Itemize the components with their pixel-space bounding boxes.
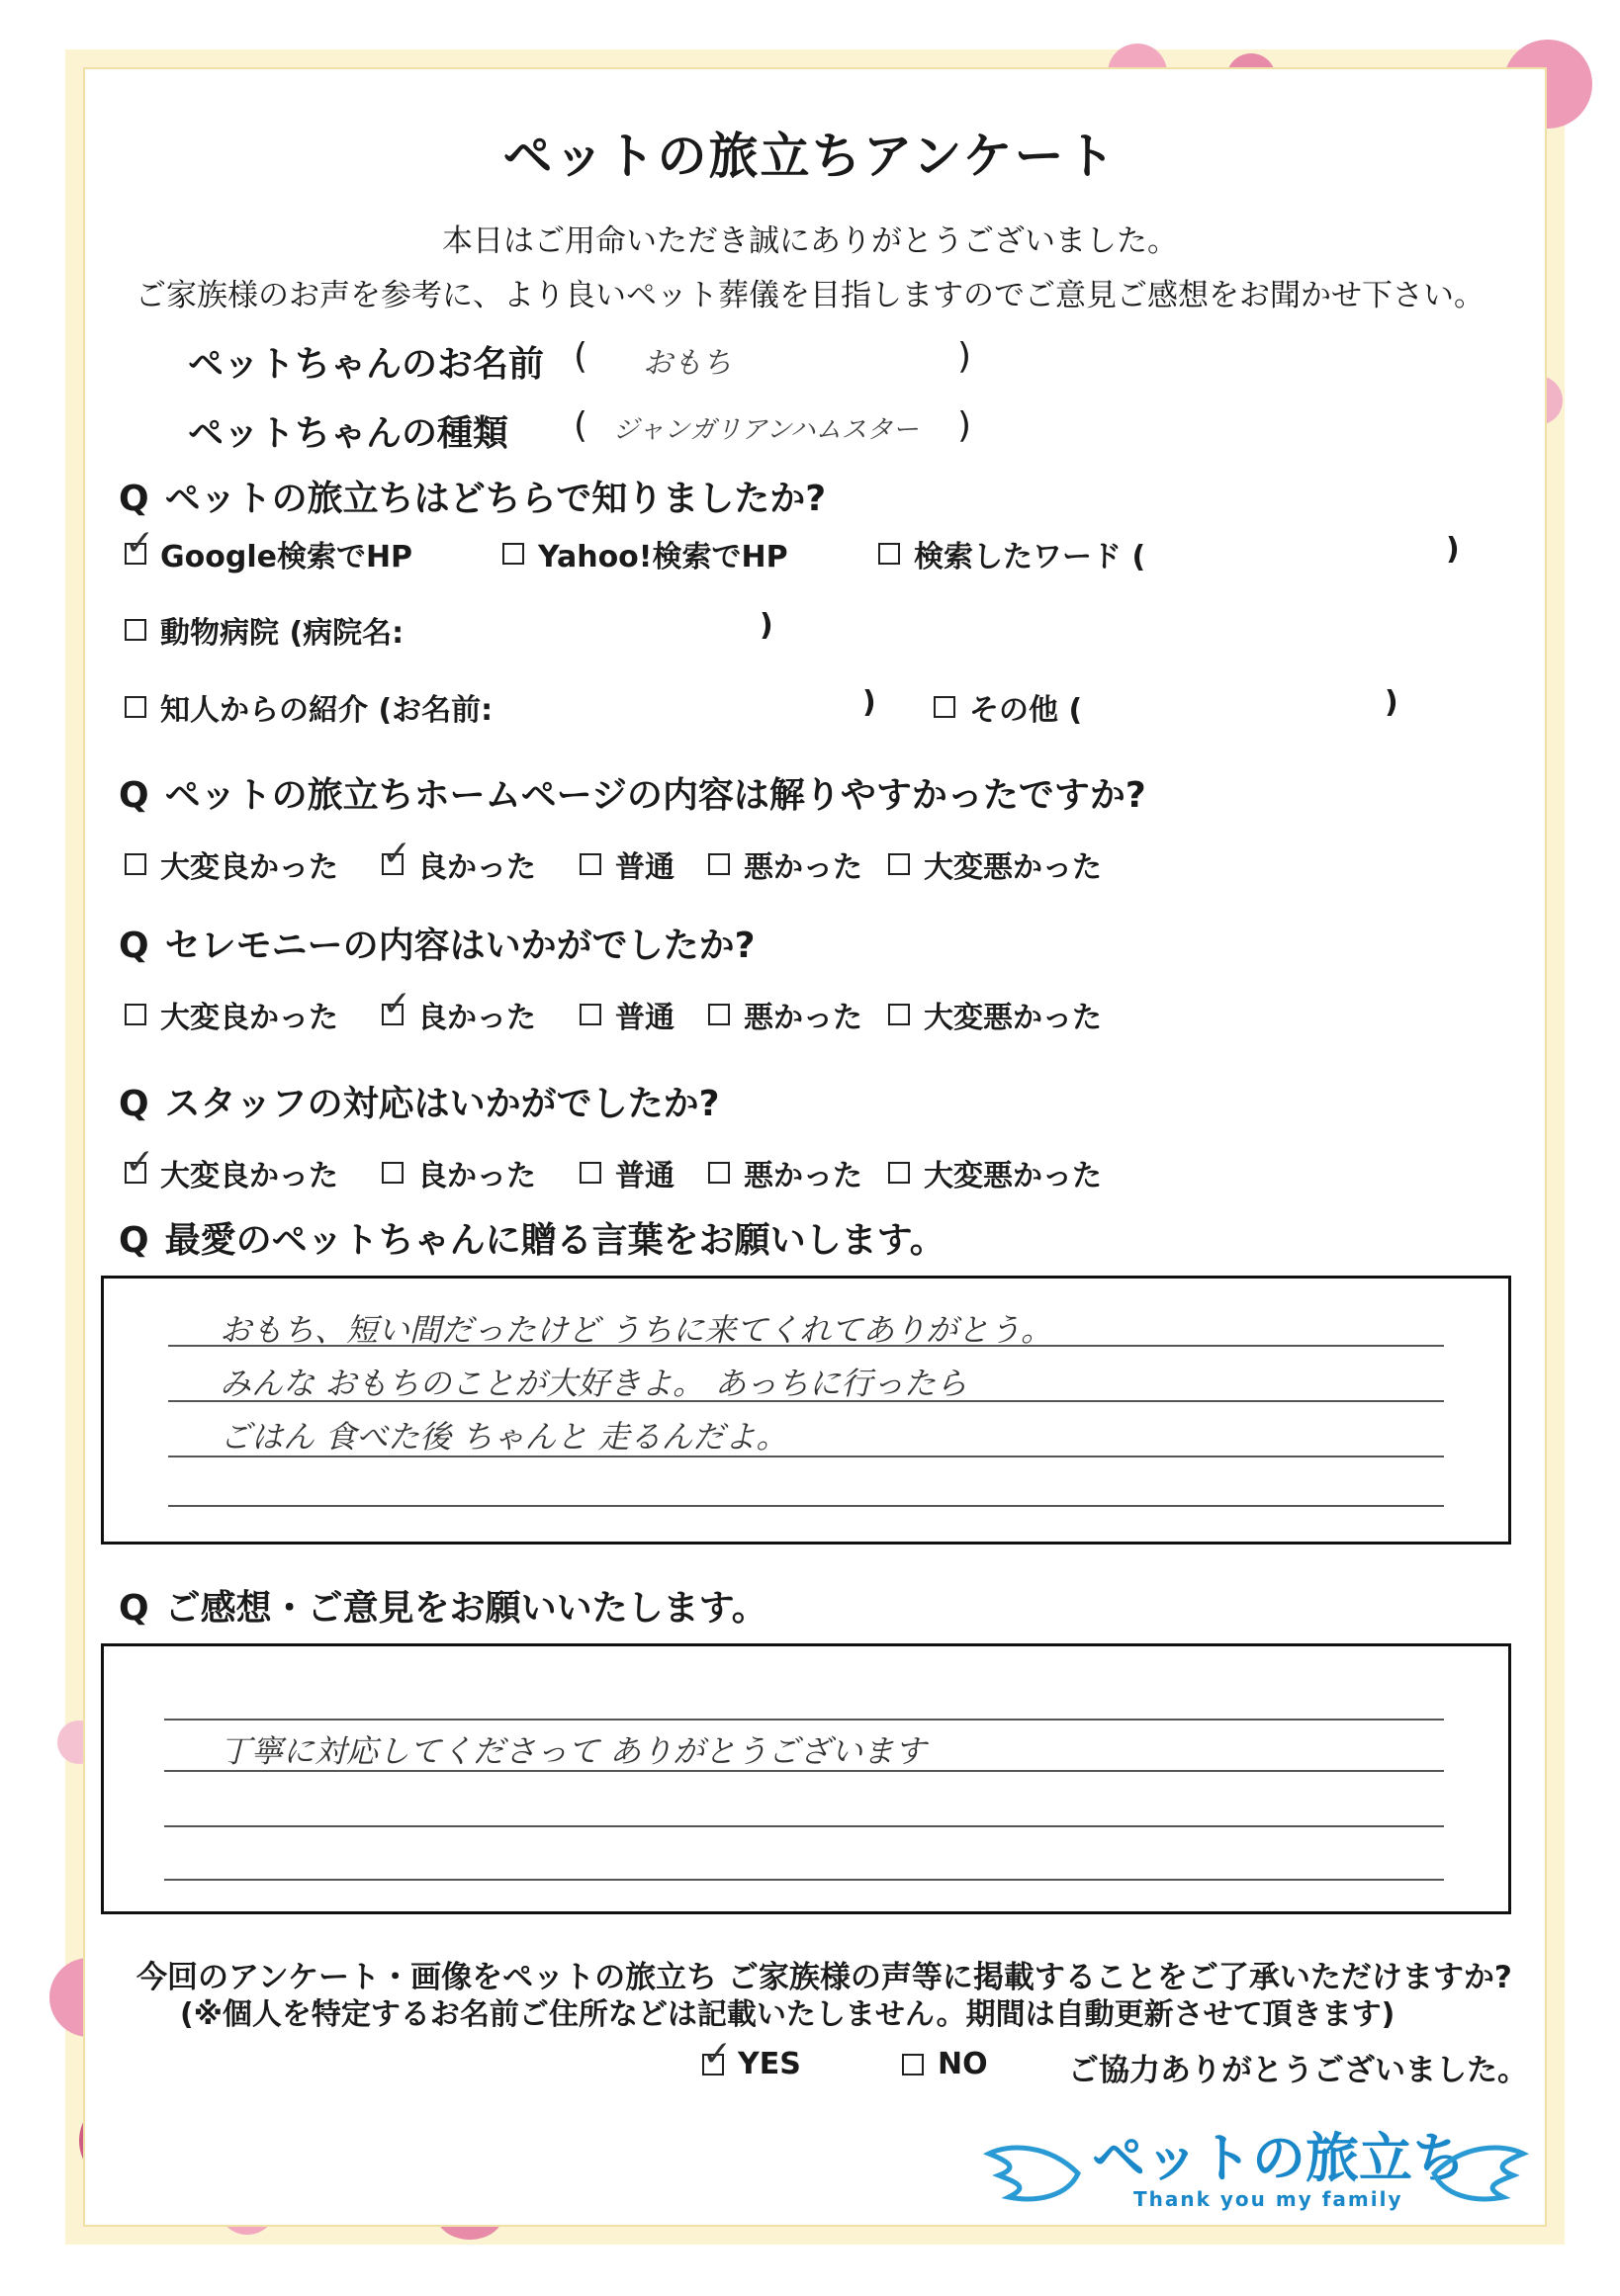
q1-option-search-word[interactable] — [878, 532, 1145, 575]
q1-option-referral[interactable] — [125, 685, 493, 729]
q1-option-other[interactable] — [934, 685, 1082, 729]
intro-line-2: ご家族様のお声を参考に、より良いペット葬儀を目指しますのでご意見ご感想をお聞かせ下さい。 — [135, 278, 1485, 313]
rating-label: 普通 — [615, 850, 675, 885]
pet-name-open-paren: ( — [574, 336, 588, 377]
checkbox[interactable] — [580, 853, 601, 875]
q1-option-referral-label: 知人からの紹介 (お名前: — [160, 693, 494, 728]
rating-label: 悪かった — [744, 850, 862, 885]
rating-label: 大変良かった — [160, 850, 338, 885]
rating-label: 大変悪かった — [924, 1001, 1102, 1035]
q2-option-bad[interactable] — [708, 842, 862, 886]
checkbox[interactable] — [888, 1004, 910, 1025]
q1-question — [119, 471, 826, 521]
checkbox[interactable] — [125, 853, 146, 875]
consent-line-2: (※個人を特定するお名前ご住所などは記載いたしません。期間は自動更新させて頂きます) — [180, 1997, 1395, 2032]
pet-name-close-paren: ) — [957, 336, 972, 377]
q3-option-very-good[interactable] — [125, 993, 338, 1036]
pet-type-value[interactable]: ジャンガリアンハムスター — [613, 415, 919, 445]
rating-label: 悪かった — [744, 1001, 862, 1035]
feedback-box[interactable] — [101, 1643, 1511, 1914]
pet-type-open-paren: ( — [574, 405, 588, 446]
checkbox[interactable] — [888, 853, 910, 875]
rating-label: 大変良かった — [160, 1001, 338, 1035]
q2-option-very-good[interactable] — [125, 842, 338, 886]
q1-option-other-label: その他 ( — [969, 693, 1083, 728]
wing-right-icon — [1424, 2134, 1533, 2213]
q3-text: セレモニーの内容はいかがでしたか? — [164, 926, 756, 966]
q3-option-normal[interactable] — [580, 993, 675, 1036]
q1-text: ペットの旅立ちはどちらで知りましたか? — [164, 479, 827, 519]
message-line-2: みんな おもちのことが大好きよ。 あっちに行ったら — [220, 1365, 968, 1402]
q3-option-good[interactable] — [382, 993, 536, 1036]
q1-option-google[interactable] — [125, 532, 412, 575]
message-line-1: おもち、短い間だったけど うちに来てくれてありがとう。 — [220, 1311, 1053, 1349]
thanks-text: ご協力ありがとうございました。 — [1068, 2053, 1528, 2088]
rating-label: 良かった — [417, 1159, 536, 1193]
rating-label: 良かった — [417, 850, 536, 885]
feedback-line-1: 丁寧に対応してくださって ありがとうございます — [220, 1732, 927, 1770]
checkbox[interactable] — [125, 696, 146, 718]
q1-other-close: ) — [1385, 685, 1398, 720]
q3-option-bad[interactable] — [708, 993, 862, 1036]
consent-yes[interactable] — [702, 2047, 801, 2081]
q1-option-yahoo-label: Yahoo!検索でHP — [538, 540, 788, 574]
q5-text: 最愛のペットちゃんに贈る言葉をお願いします。 — [164, 1220, 945, 1261]
rating-label: 大変悪かった — [924, 1159, 1102, 1193]
q1-option-hospital-label: 動物病院 (病院名: — [160, 616, 405, 651]
q6-text: ご感想・ご意見をお願いいたします。 — [164, 1588, 767, 1629]
q4-option-bad[interactable] — [708, 1151, 862, 1194]
q4-option-good[interactable] — [382, 1151, 536, 1194]
consent-line-1: 今回のアンケート・画像をペットの旅立ち ご家族様の声等に掲載することをご了承いただけますか? — [136, 1960, 1512, 1995]
q1-marker: Q — [119, 479, 149, 519]
q4-option-very-bad[interactable] — [888, 1151, 1102, 1194]
rating-label: 大変良かった — [160, 1159, 338, 1193]
checkbox[interactable] — [382, 1162, 404, 1184]
q1-referral-close: ) — [862, 685, 876, 720]
checkbox[interactable] — [708, 1162, 730, 1184]
wing-left-icon — [979, 2134, 1088, 2213]
q6-question — [119, 1580, 767, 1631]
rating-label: 悪かった — [744, 1159, 862, 1193]
checkbox[interactable] — [888, 1162, 910, 1184]
q2-text: ペットの旅立ちホームページの内容は解りやすかったですか? — [164, 775, 1146, 816]
checkbox[interactable] — [580, 1162, 601, 1184]
logo-subtitle: Thank you my family — [1133, 2187, 1403, 2211]
pet-type-close-paren: ) — [957, 405, 972, 446]
q1-hospital-close: ) — [760, 608, 773, 643]
consent-yes-label: YES — [738, 2047, 801, 2081]
pet-name-value[interactable]: おもち — [643, 346, 732, 381]
writing-line — [168, 1505, 1444, 1507]
checkbox[interactable] — [902, 2054, 924, 2075]
q1-option-google-label: Google検索でHP — [160, 540, 413, 574]
q2-option-good[interactable] — [382, 842, 536, 886]
q6-marker: Q — [119, 1588, 149, 1629]
checkbox-checked[interactable] — [702, 2054, 724, 2075]
q4-option-very-good[interactable] — [125, 1151, 338, 1194]
q3-marker: Q — [119, 926, 149, 966]
message-line-3: ごはん 食べた後 ちゃんと 走るんだよ。 — [220, 1418, 788, 1456]
checkbox[interactable] — [502, 543, 524, 565]
intro-line-1: 本日はご用命いただき誠にありがとうございました。 — [442, 223, 1178, 259]
page-title: ペットの旅立ちアンケート — [502, 128, 1118, 185]
writing-line — [164, 1825, 1444, 1827]
q4-question — [119, 1076, 720, 1126]
checkbox[interactable] — [125, 1004, 146, 1025]
q3-option-very-bad[interactable] — [888, 993, 1102, 1036]
q2-option-normal[interactable] — [580, 842, 675, 886]
checkbox-checked[interactable] — [382, 853, 404, 875]
checkbox-checked[interactable] — [382, 1004, 404, 1025]
writing-line — [164, 1879, 1444, 1881]
consent-no-label: NO — [938, 2047, 988, 2081]
q3-question — [119, 918, 756, 968]
consent-no[interactable] — [902, 2047, 988, 2081]
checkbox[interactable] — [580, 1004, 601, 1025]
rating-label: 普通 — [615, 1159, 675, 1193]
q5-marker: Q — [119, 1220, 149, 1261]
q1-option-hospital[interactable] — [125, 608, 404, 652]
q1-search-word-close: ) — [1446, 532, 1460, 567]
q1-option-search-word-label: 検索したワード ( — [914, 540, 1146, 574]
pet-type-label: ペットちゃんの種類 — [188, 413, 509, 454]
q4-marker: Q — [119, 1084, 149, 1124]
writing-line — [164, 1719, 1444, 1721]
q2-option-very-bad[interactable] — [888, 842, 1102, 886]
checkbox[interactable] — [708, 853, 730, 875]
rating-label: 大変悪かった — [924, 850, 1102, 885]
q4-text: スタッフの対応はいかがでしたか? — [164, 1084, 720, 1124]
q1-option-yahoo[interactable] — [502, 532, 788, 575]
rating-label: 良かった — [417, 1001, 536, 1035]
q4-option-normal[interactable] — [580, 1151, 675, 1194]
checkbox[interactable] — [934, 696, 955, 718]
checkbox[interactable] — [878, 543, 900, 565]
checkbox[interactable] — [708, 1004, 730, 1025]
checkbox-checked[interactable] — [125, 543, 146, 565]
pet-name-label: ペットちゃんのお名前 — [188, 344, 545, 385]
q5-question — [119, 1212, 945, 1263]
q2-question — [119, 767, 1146, 818]
checkbox[interactable] — [125, 619, 146, 641]
rating-label: 普通 — [615, 1001, 675, 1035]
checkbox-checked[interactable] — [125, 1162, 146, 1184]
logo-text: ペットの旅立ち — [1092, 2127, 1466, 2189]
q2-marker: Q — [119, 775, 149, 816]
